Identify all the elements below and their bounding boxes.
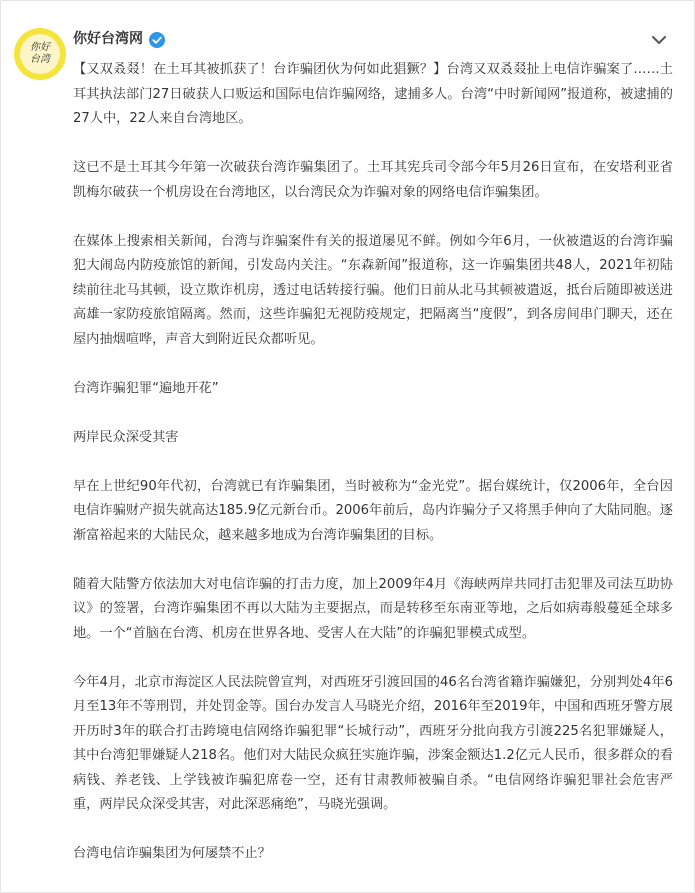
post-paragraph: 这已不是土耳其今年第一次破获台湾诈骗集团了。土耳其宪兵司令部今年5月26日宣布，在安塔利亚省凯梅尔破获一个机房设在台湾地区，以台湾民众为诈骗对象的网络电信诈骗集团。 [73, 160, 673, 200]
verified-badge-icon [149, 32, 165, 48]
post-paragraph: 早在上世纪90年代初，台湾就已有诈骗集团，当时被称为“金光党”。据台媒统计，仅2006年，全台因电信诈骗财产损失就高达185.9亿元新台币。2006年前后，岛内诈骗分子又将黑手伸向了大陆同胞。逐渐富裕起来的大陆民众，越来越多地成为台湾诈骗集团的目标。 [73, 478, 673, 543]
avatar-logo [20, 34, 60, 74]
username[interactable]: 你好台湾网 [73, 31, 143, 47]
post-paragraph: 【又双叒叕！在土耳其被抓获了！台诈骗团伙为何如此猖獗？】台湾又双叒叕扯上电信诈骗案了……土耳其执法部门27日破获人口贩运和国际电信诈骗网络，逮捕多人。台湾“中时新闻网”报道称，被逮捕的27人中，22人来自台湾地区。 [73, 62, 673, 126]
chevron-down-icon[interactable] [649, 30, 669, 50]
section-heading: 台湾诈骗犯罪“遍地开花” [73, 380, 219, 396]
section-heading: 台湾电信诈骗集团为何屡禁不止？ [73, 846, 271, 861]
post-paragraph: 随着大陆警方依法加大对电信诈骗的打击力度，加上2009年4月《海峡两岸共同打击犯罪及司法互助协议》的签署，台湾诈骗集团不再以大陆为主要据点，而是转移至东南亚等地，之后如病毒般蔓延全球多地。一个“首脑在台湾、机房在世界各地、受害人在大陆”的诈骗犯罪模式成型。 [73, 576, 673, 641]
post-body [73, 58, 673, 891]
post-paragraph: 在媒体上搜索相关新闻，台湾与诈骗案件有关的报道屡见不鲜。例如今年6月，一伙被遣返的台湾诈骗犯大闹岛内防疫旅馆的新闻，引发岛内关注。“东森新闻”报道称，这一诈骗集团共48人，2021年初陆续前往北马其顿，设立欺诈机房，透过电话转接行骗。他们日前从北马其顿被遣返，抵台后随即被送进高雄一家防疫旅馆隔离。然而，这些诈骗犯无视防疫规定，把隔离当“度假”，到各房间串门聊天，还在屋内抽烟喧哗，声音大到附近民众都听见。 [73, 233, 673, 347]
avatar-logo-text: 你好台湾 [30, 42, 50, 65]
post-paragraph: 今年4月，北京市海淀区人民法院曾宣判，对西班牙引渡回国的46名台湾省籍诈骗嫌犯，分别判处4年6月至13年不等刑罚，并处罚金等。国台办发言人马晓光介绍，2016年至2019年，中国和西班牙警方展开历时3年的联合打击跨境电信网络诈骗犯罪“长城行动”，西班牙分批向我方引渡225名犯罪嫌疑人，其中台湾犯罪嫌疑人218名。他们对大陆民众疯狂实施诈骗，涉案金额达1.2亿元人民币，很多群众的看病钱、养老钱、上学钱被诈骗犯席卷一空，还有甘肃教师被骗自杀。“电信网络诈骗犯罪社会危害严重，两岸民众深受其害，对此深恶痛绝”，马晓光强调。 [73, 674, 674, 812]
section-subheading: 两岸民众深受其害 [73, 429, 179, 445]
avatar[interactable] [14, 28, 66, 80]
